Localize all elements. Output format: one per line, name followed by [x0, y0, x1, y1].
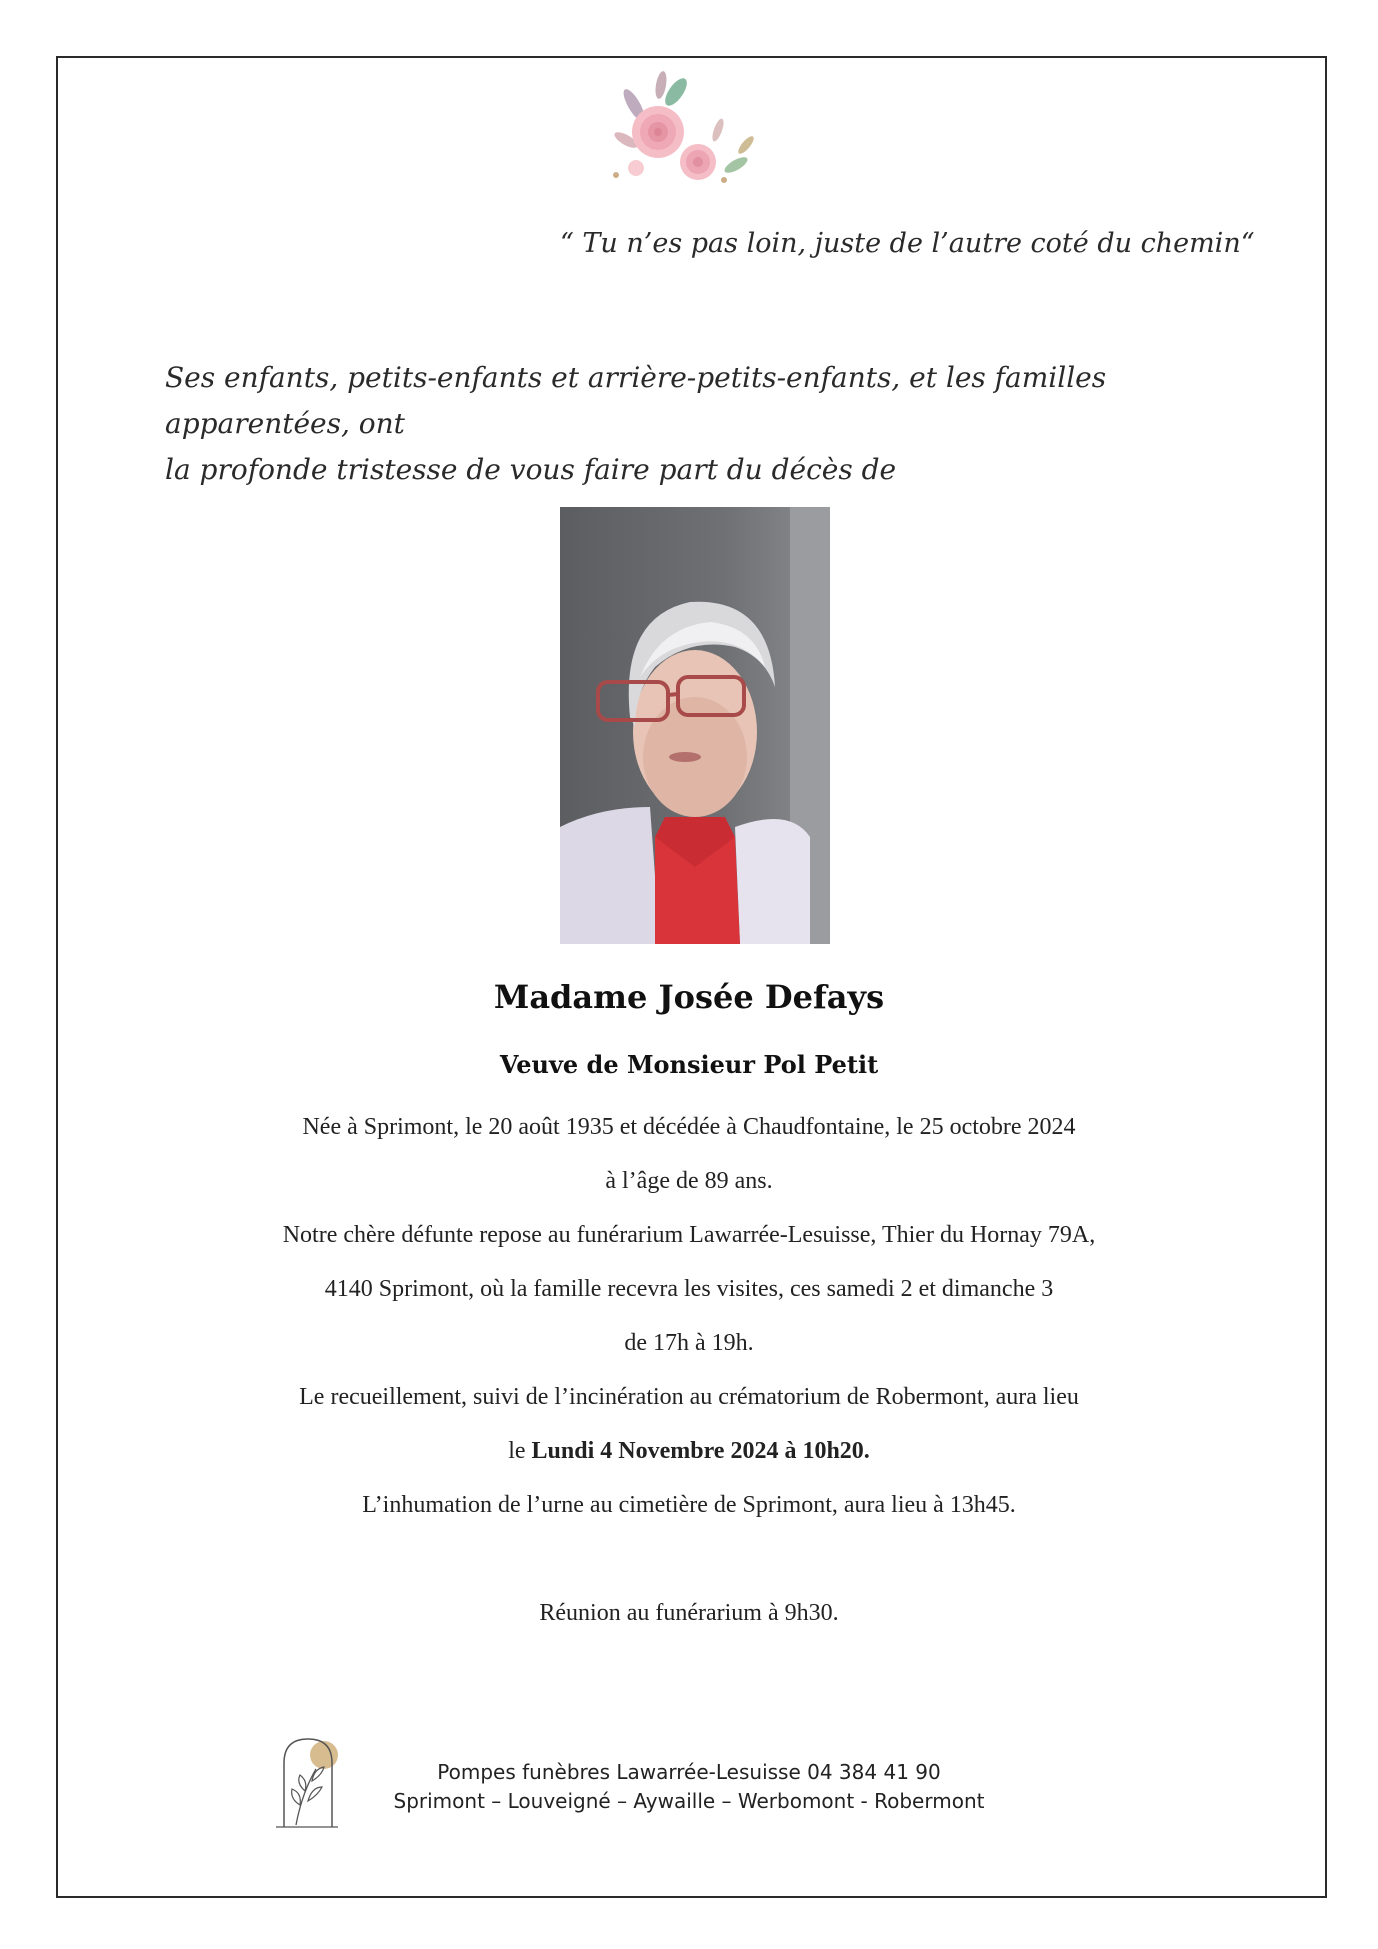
announcement-intro	[165, 355, 1225, 493]
portrait-photo	[560, 507, 830, 944]
epitaph-quote: “ Tu n’es pas loin, juste de l’autre coté du chemin“	[560, 228, 1255, 259]
funeral-details	[0, 1100, 1378, 1640]
burial-line: L’inhumation de l’urne au cimetière de Sprimont, aura lieu à 13h45.	[362, 1492, 1016, 1518]
widow-of-line: Veuve de Monsieur Pol Petit	[499, 1050, 879, 1079]
rose-decoration-icon	[606, 70, 766, 195]
visit-hours-line: de 17h à 19h.	[624, 1330, 754, 1356]
funeral-home-name-phone: Pompes funèbres Lawarrée-Lesuisse 04 384 41 90	[437, 1760, 941, 1784]
funeral-home-locations: Sprimont – Louveigné – Aywaille – Werbomont - Robermont	[393, 1789, 985, 1813]
ceremony-date-line	[0, 1424, 1378, 1478]
ceremony-prefix: le	[508, 1438, 526, 1464]
funerarium-line-2: 4140 Sprimont, où la famille recevra les visites, ces samedi 2 et dimanche 3	[324, 1276, 1054, 1302]
birth-death-line: Née à Sprimont, le 20 août 1935 et décédée à Chaudfontaine, le 25 octobre 2024	[302, 1114, 1076, 1140]
meeting-line: Réunion au funérarium à 9h30.	[539, 1600, 839, 1626]
age-line: à l’âge de 89 ans.	[605, 1168, 773, 1194]
funerarium-line-1: Notre chère défunte repose au funérarium Lawarrée-Lesuisse, Thier du Hornay 79A,	[282, 1222, 1096, 1248]
funeral-home-footer	[0, 1758, 1378, 1816]
ceremony-date: Lundi 4 Novembre 2024 à 10h20.	[531, 1438, 870, 1464]
intro-line-2: la profonde tristesse de vous faire part du décès de	[165, 453, 897, 486]
spacer	[0, 1532, 1378, 1586]
intro-line-1: Ses enfants, petits-enfants et arrière-petits-enfants, et les familles apparentées, ont	[165, 361, 1107, 440]
deceased-name: Madame Josée Defays	[493, 978, 885, 1016]
ceremony-line-1: Le recueillement, suivi de l’incinération au crématorium de Robermont, aura lieu	[299, 1384, 1079, 1410]
